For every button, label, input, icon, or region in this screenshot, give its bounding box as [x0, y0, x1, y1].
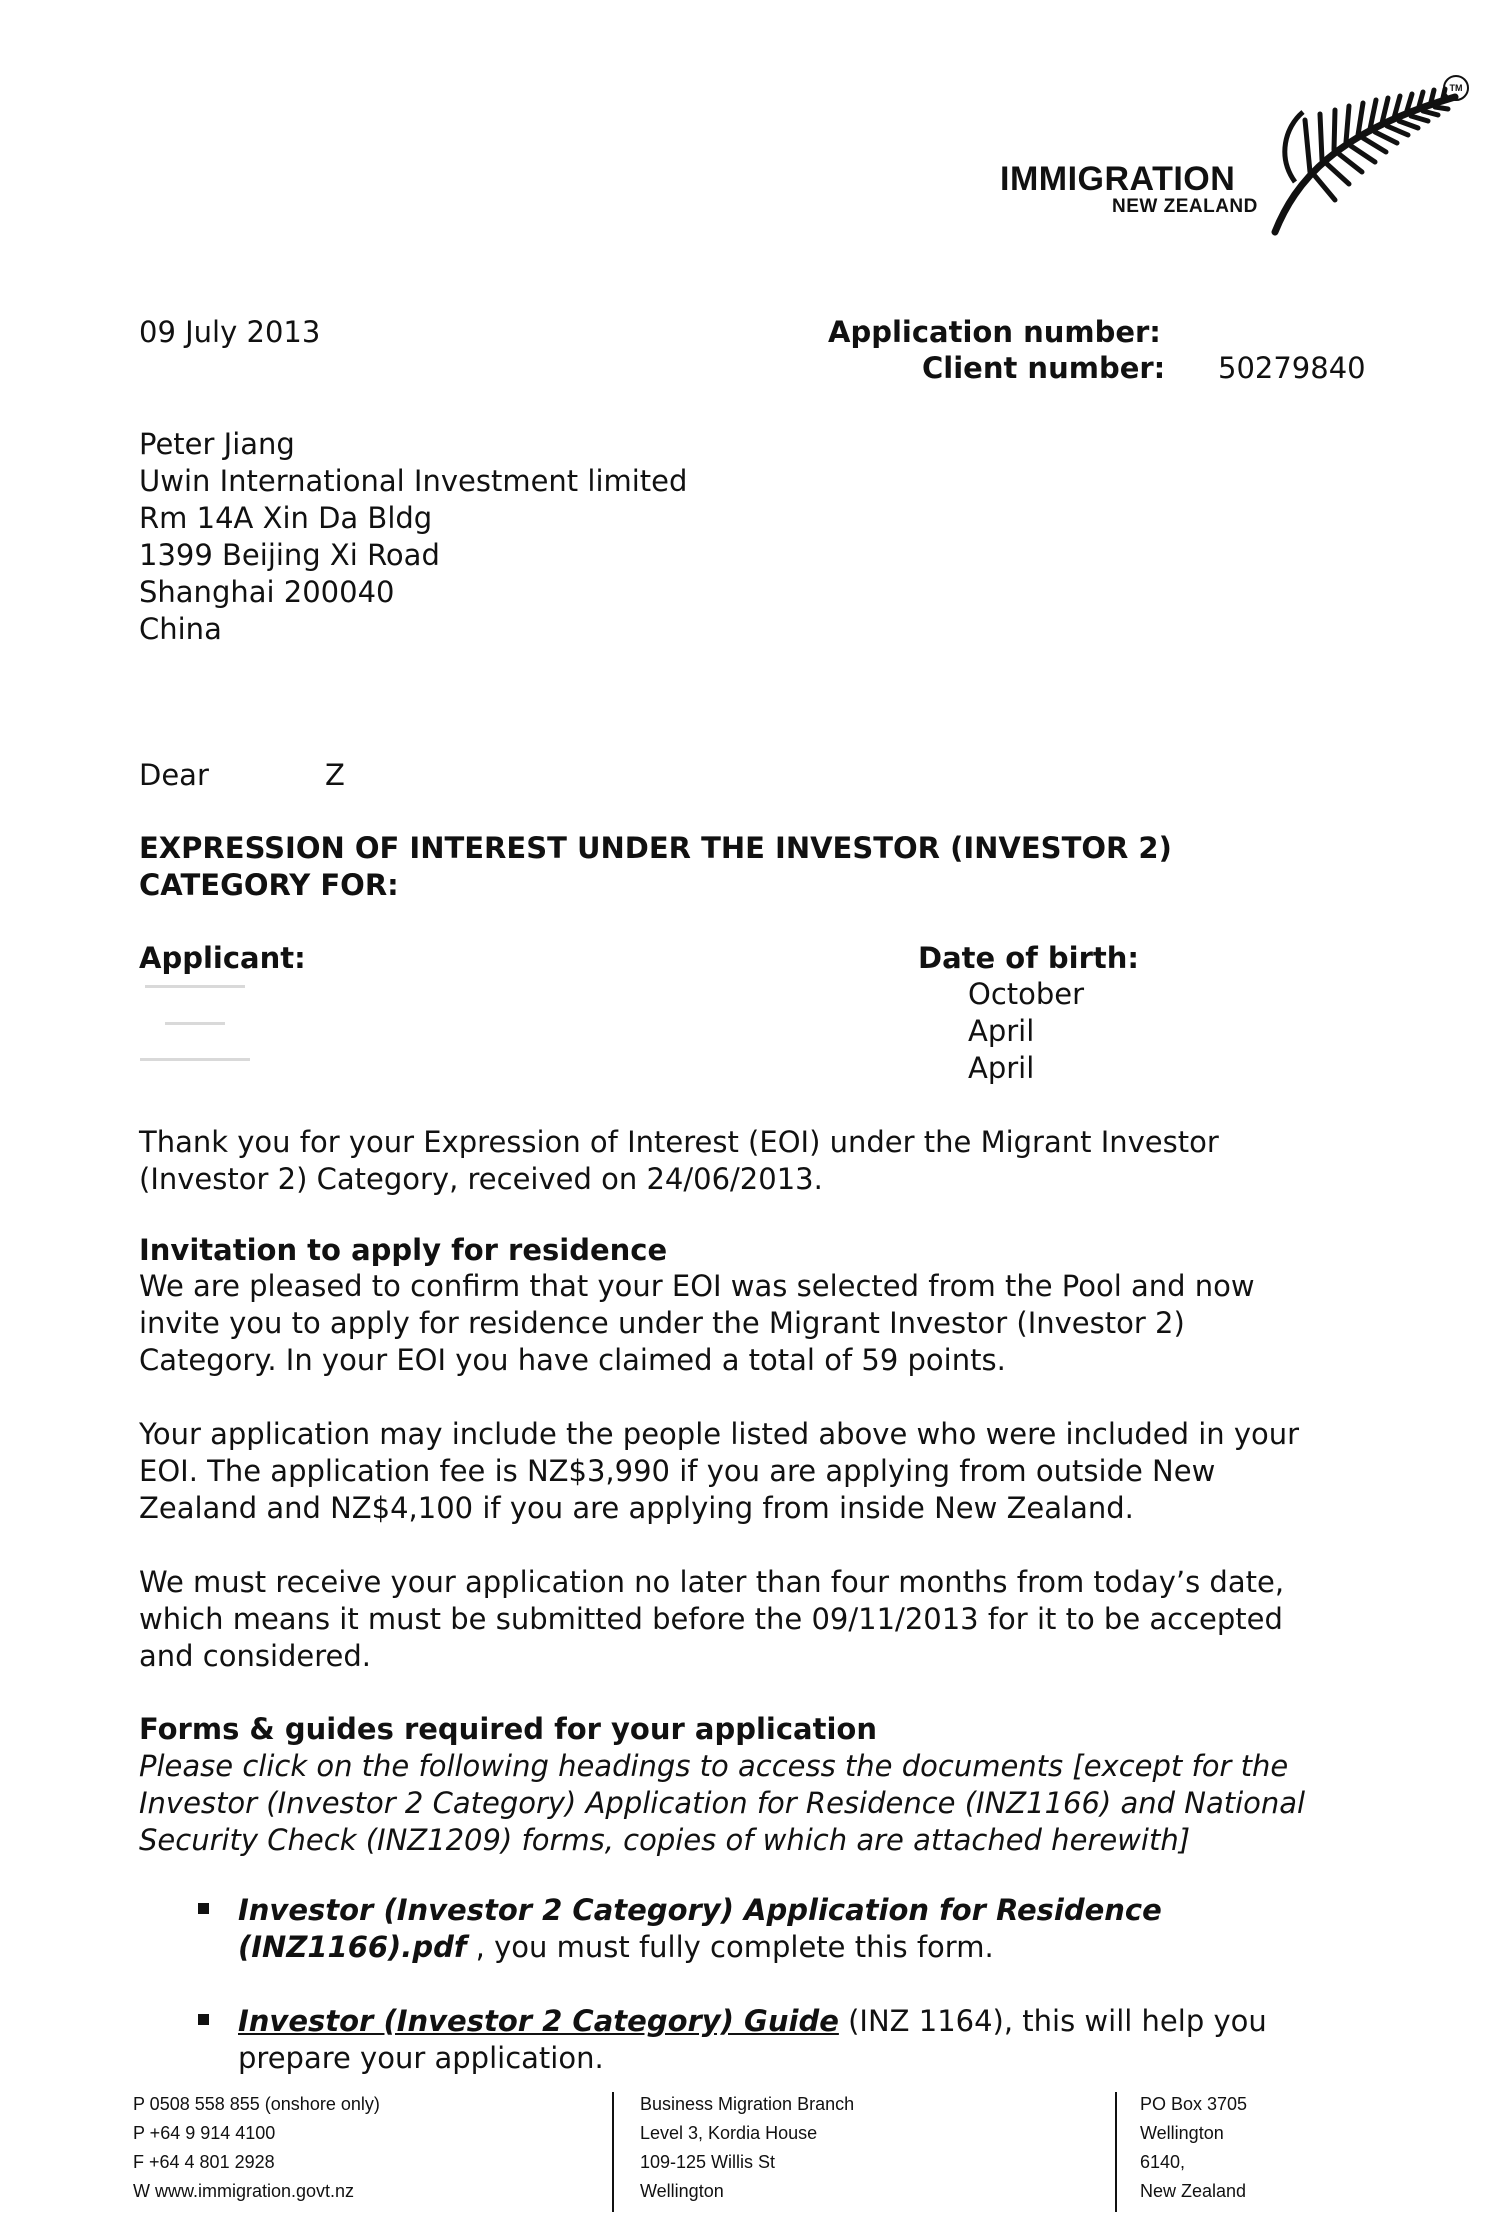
logo-subtitle: NEW ZEALAND — [1112, 196, 1258, 217]
body-text: EOI. The application fee is NZ$3,990 if you are applying from outside New — [139, 1454, 1216, 1488]
address-line: Peter Jiang — [139, 427, 295, 461]
letter-date: 09 July 2013 — [139, 315, 321, 349]
body-text: Security Check (INZ1209) forms, copies of which are attached herewith] — [139, 1823, 1191, 1857]
subject-line: CATEGORY FOR: — [139, 868, 399, 902]
bullet-icon — [198, 1903, 209, 1914]
footer-postal: Wellington — [1140, 2123, 1224, 2143]
address-line: 1399 Beijing Xi Road — [139, 538, 440, 572]
redaction-mark — [140, 1058, 250, 1061]
footer-address: Level 3, Kordia House — [640, 2123, 818, 2143]
footer-postal: New Zealand — [1140, 2181, 1247, 2201]
address-line: Rm 14A Xin Da Bldg — [139, 501, 433, 535]
body-text: Thank you for your Expression of Interest (EOI) under the Migrant Investor — [139, 1125, 1219, 1159]
body-text: which means it must be submitted before the 09/11/2013 for it to be accepted — [139, 1602, 1283, 1636]
footer-contact: F +64 4 801 2928 — [133, 2152, 275, 2172]
salutation-dear: Dear — [139, 758, 209, 792]
section-heading: Forms & guides required for your application — [139, 1712, 877, 1746]
footer-website[interactable]: W www.immigration.govt.nz — [133, 2181, 355, 2201]
footer-divider — [1115, 2092, 1117, 2212]
subject-line: EXPRESSION OF INTEREST UNDER THE INVESTOR (INVESTOR 2) — [139, 831, 1172, 865]
logo-title: IMMIGRATION — [1000, 160, 1236, 198]
redaction-mark — [145, 985, 245, 988]
body-text: Investor (Investor 2 Category) Application for Residence (INZ1166) and National — [139, 1786, 1306, 1820]
bullet-text — [238, 2003, 1267, 2040]
trademark-icon: TM — [1443, 75, 1469, 101]
dob-label: Date of birth: — [918, 941, 1140, 975]
body-text: invite you to apply for residence under the Migrant Investor (Investor 2) — [139, 1306, 1185, 1340]
footer-contact: P 0508 558 855 (onshore only) — [133, 2094, 380, 2114]
body-text: We must receive your application no later than four months from today’s date, — [139, 1565, 1285, 1599]
footer-postal: 6140, — [1140, 2152, 1186, 2172]
silver-fern-icon — [1265, 72, 1465, 242]
body-text: Zealand and NZ$4,100 if you are applying from inside New Zealand. — [139, 1491, 1134, 1525]
body-text: (Investor 2) Category, received on 24/06/2013. — [139, 1162, 823, 1196]
footer-address: 109-125 Willis St — [640, 2152, 776, 2172]
bullet-text — [238, 1929, 994, 1966]
footer-address: Business Migration Branch — [640, 2094, 855, 2114]
footer-divider — [612, 2092, 614, 2212]
salutation-initial: Z — [325, 758, 345, 792]
form-link-inz1166-file[interactable]: (INZ1166).pdf — [238, 1930, 467, 1964]
body-text: We are pleased to confirm that your EOI was selected from the Pool and now — [139, 1269, 1255, 1303]
form-link-inz1166[interactable]: Investor (Investor 2 Category) Application for Residence — [238, 1893, 1162, 1927]
footer-address: Wellington — [640, 2181, 724, 2201]
address-line: Uwin International Investment limited — [139, 464, 688, 498]
applicant-label: Applicant: — [139, 941, 306, 975]
client-number-label: Client number: — [922, 351, 1166, 385]
bullet-instruction: , you must fully complete this form. — [466, 1930, 994, 1964]
body-text: and considered. — [139, 1639, 372, 1673]
bullet-text: prepare your application. — [238, 2041, 604, 2075]
dob-month: April — [968, 1051, 1035, 1085]
guide-link-inz1164[interactable]: Investor (Investor 2 Category) Guide — [238, 2004, 839, 2038]
body-text: Your application may include the people listed above who were included in your — [139, 1417, 1300, 1451]
dob-month: April — [968, 1014, 1035, 1048]
footer-contact: P +64 9 914 4100 — [133, 2123, 276, 2143]
address-line: China — [139, 612, 222, 646]
body-text: Category. In your EOI you have claimed a total of 59 points. — [139, 1343, 1006, 1377]
application-number-label: Application number: — [828, 315, 1161, 349]
bullet-icon — [198, 2014, 209, 2025]
redaction-mark — [165, 1022, 225, 1025]
dob-month: October — [968, 977, 1085, 1011]
footer-postal: PO Box 3705 — [1140, 2094, 1248, 2114]
bullet-instruction: (INZ 1164), this will help you — [838, 2004, 1267, 2038]
section-heading: Invitation to apply for residence — [139, 1233, 668, 1267]
address-line: Shanghai 200040 — [139, 575, 395, 609]
client-number-value: 50279840 — [1218, 351, 1366, 385]
body-text: Please click on the following headings to access the documents [except for the — [139, 1749, 1289, 1783]
